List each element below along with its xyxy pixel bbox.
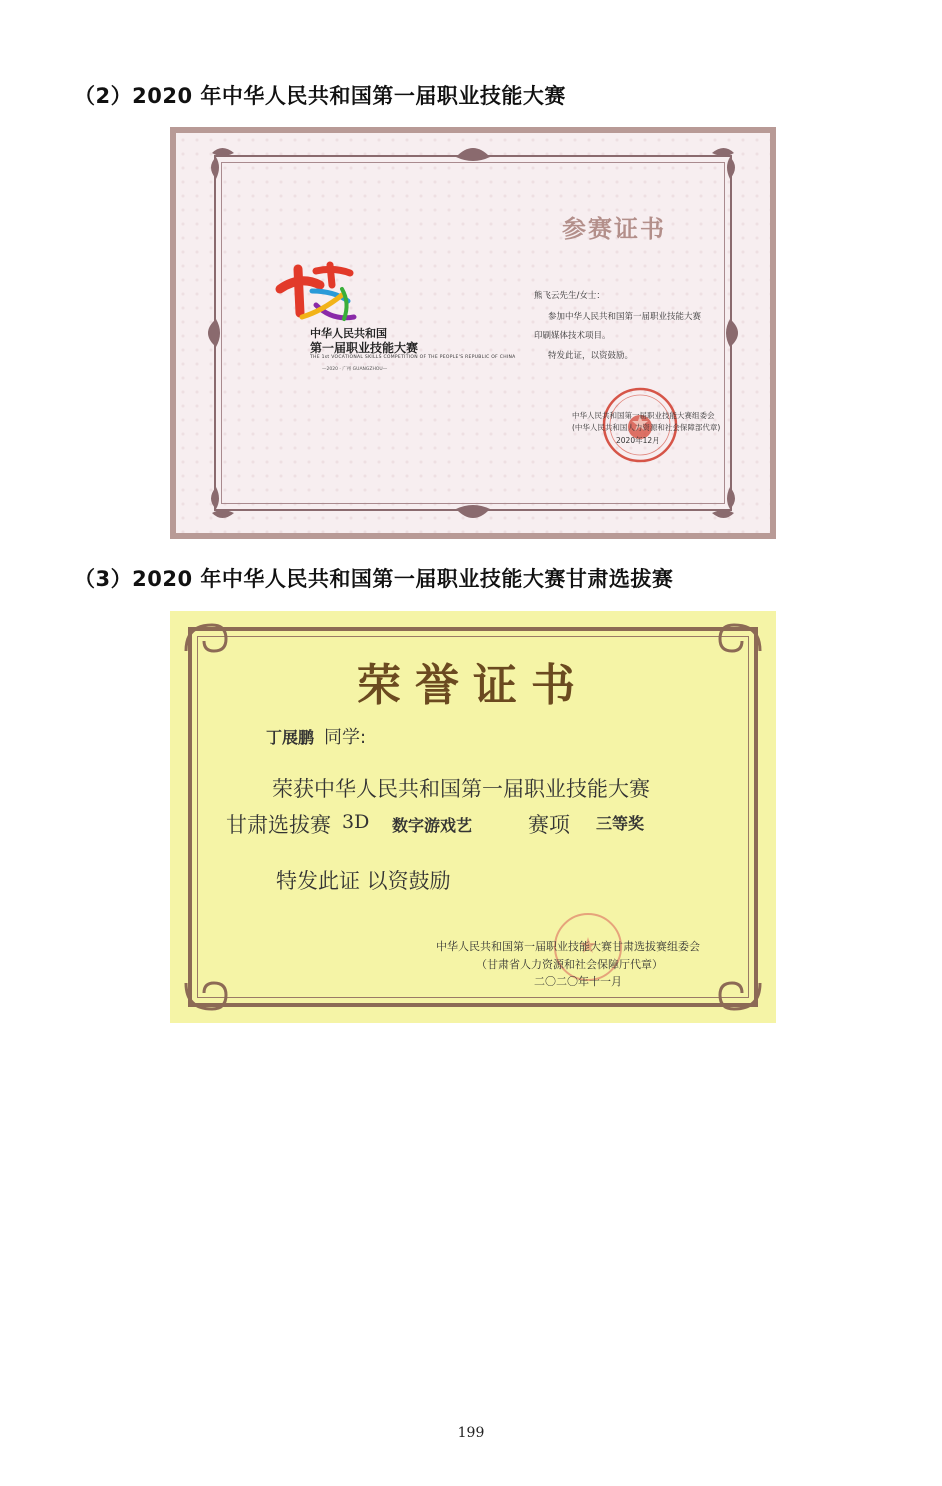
body-line-3: 特发此证，以资鼓励。	[548, 351, 634, 361]
organizer-sub-line: (中华人民共和国人力资源和社会保障部代章)	[572, 423, 721, 432]
issue-date: 二〇二〇年十一月	[534, 975, 622, 988]
corner-ornaments	[176, 133, 770, 533]
award-level: 三等奖	[596, 814, 645, 833]
body-line-2-prefix: 甘肃选拔赛	[226, 813, 331, 837]
event-code: 3D	[342, 811, 370, 833]
recipient-suffix: 同学:	[324, 727, 367, 748]
organizer-line: 中华人民共和国第一届职业技能大赛组委会	[572, 411, 715, 420]
logo-english-name: THE 1st VOCATIONAL SKILLS COMPETITION OF THE PEOPLE'S REPUBLIC OF CHINA	[310, 355, 516, 360]
section-heading-2: （2）2020 年中华人民共和国第一届职业技能大赛	[74, 84, 566, 108]
logo-name-line1: 中华人民共和国	[310, 327, 387, 340]
ji-logo-graphic	[272, 261, 362, 327]
honor-certificate-image	[170, 611, 776, 1023]
recipient-name: 丁展鹏	[266, 728, 315, 747]
logo-name-line2: 第一届职业技能大赛	[310, 341, 419, 355]
certificate-title: 参赛证书	[562, 214, 666, 243]
body-line-1: 荣获中华人民共和国第一届职业技能大赛	[272, 777, 650, 801]
certificate-paper	[176, 133, 770, 533]
certificate-title: 荣誉证书	[357, 660, 589, 711]
body-line-2-mid: 赛项	[528, 813, 570, 837]
competition-logo	[272, 261, 516, 372]
organizer-sub-line: （甘肃省人力资源和社会保障厅代章）	[476, 958, 663, 971]
body-line-1: 参加中华人民共和国第一届职业技能大赛	[548, 312, 702, 322]
body-line-2: 印刷媒体技术项目。	[534, 331, 611, 341]
issue-date: 2020年12月	[616, 436, 660, 445]
body-line-3: 特发此证 以资鼓励	[276, 869, 451, 893]
recipient-line: 熊飞云先生/女士：	[534, 291, 605, 301]
page-number: 199	[457, 1425, 485, 1441]
section-heading-3: （3）2020 年中华人民共和国第一届职业技能大赛甘肃选拔赛	[74, 567, 674, 591]
organizer-line: 中华人民共和国第一届职业技能大赛甘肃选拔赛组委会	[436, 940, 700, 953]
participation-certificate-image	[170, 127, 776, 539]
event-name: 数字游戏艺	[392, 816, 473, 835]
logo-city: —2020 · 广州 GUANGZHOU—	[322, 367, 388, 372]
